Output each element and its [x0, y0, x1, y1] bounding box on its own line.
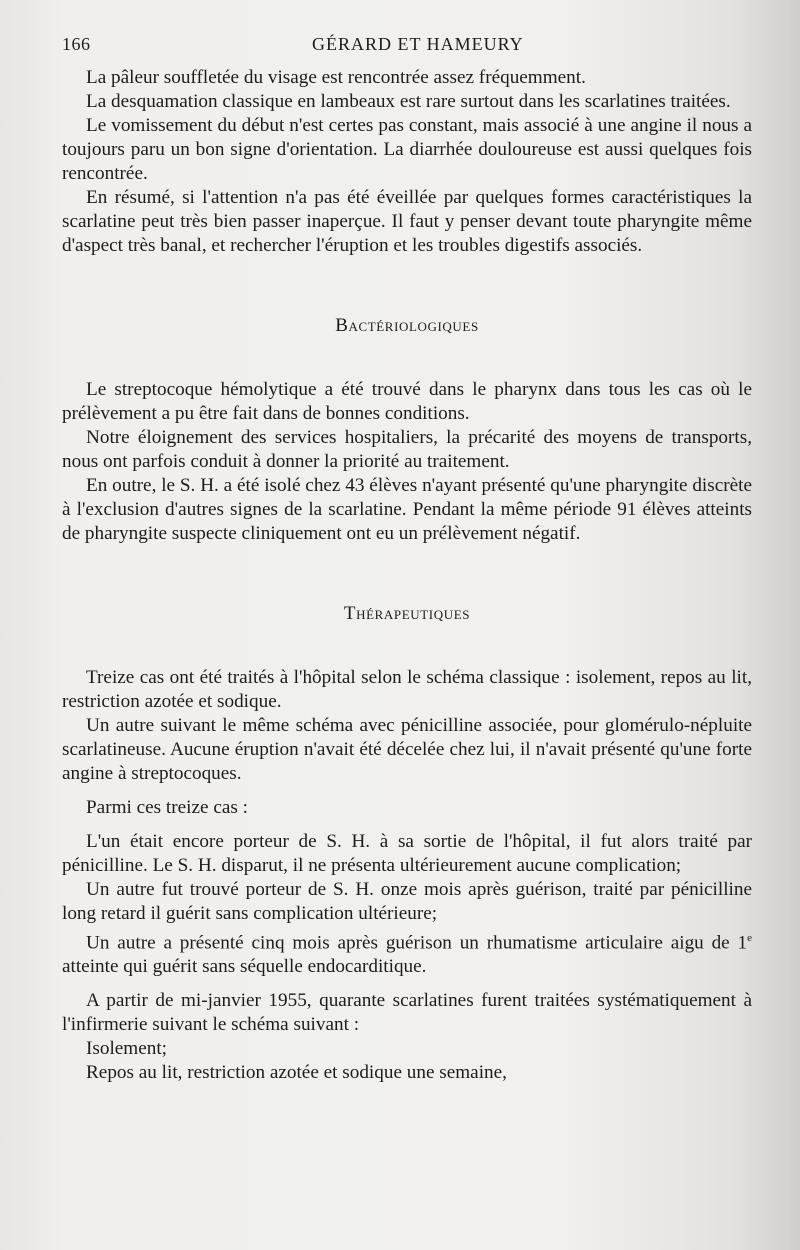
paragraph: A partir de mi-janvier 1955, quarante scarlatines furent traitées systématiquement à l'infirmerie suivant le schéma suivant : — [62, 990, 752, 1036]
paragraph-text: atteinte qui guérit sans séquelle endocarditique. — [62, 956, 427, 978]
superscript: e — [747, 932, 752, 944]
page-number: 166 — [62, 34, 91, 54]
page-body — [62, 66, 752, 1085]
paragraph: Treize cas ont été traités à l'hôpital selon le schéma classique : isolement, repos au lit, restriction azotée et sodique. — [62, 667, 752, 712]
running-head: GÉRARD ET HAMEURY — [312, 34, 524, 54]
paragraph: Le vomissement du début n'est certes pas constant, mais associé à une angine il nous a toujours paru un bon signe d'orientation. La diarrhée douloureuse est aussi quelques fois rencontrée. — [62, 115, 752, 184]
paragraph: En outre, le S. H. a été isolé chez 43 élèves n'ayant présenté qu'une pharyngite discrète à l'exclusion d'autres signes de la scarlatine. Pendant la même période 91 élèves atteints de pharyngite suspecte cliniquement ont eu un prélèvement négatif. — [62, 475, 752, 544]
paragraph: Repos au lit, restriction azotée et sodique une semaine, — [86, 1062, 507, 1084]
section-heading-bacteriologiques: Bactériologiques — [335, 315, 479, 336]
section-heading-therapeutiques: Thérapeutiques — [343, 603, 471, 624]
paragraph: La pâleur souffletée du visage est rencontrée assez fréquemment. — [86, 67, 586, 88]
paragraph: Le streptocoque hémolytique a été trouvé dans le pharynx dans tous les cas où le prélèvement a pu être fait dans de bonnes conditions. — [62, 379, 752, 424]
paragraph: Notre éloignement des services hospitaliers, la précarité des moyens de transports, nous ont parfois conduit à donner la priorité au traitement. — [62, 427, 752, 472]
page-header — [62, 34, 752, 58]
paragraph: La desquamation classique en lambeaux est rare surtout dans les scarlatines traitées. — [86, 91, 731, 112]
paragraph-lead: Parmi ces treize cas : — [86, 797, 248, 818]
paragraph: En résumé, si l'attention n'a pas été éveillée par quelques formes caractéristiques la scarlatine peut très bien passer inaperçue. Il faut y penser devant toute pharyngite même d'aspect très banal, et rechercher l'éruption et les troubles digestifs associés. — [62, 187, 752, 256]
paragraph — [62, 926, 752, 979]
paragraph: Un autre fut trouvé porteur de S. H. onze mois après guérison, traité par pénicilline long retard il guérit sans complication ultérieure; — [62, 879, 752, 924]
paragraph: Un autre suivant le même schéma avec pénicilline associée, pour glomérulo-népluite scarlatineuse. Aucune éruption n'avait été décelée chez lui, il n'avait présenté qu'une forte angine à streptocoques. — [62, 715, 752, 784]
paragraph: L'un était encore porteur de S. H. à sa sortie de l'hôpital, il fut alors traité par pénicilline. Le S. H. disparut, il ne présenta ultérieurement aucune complication; — [62, 831, 752, 876]
paragraph: Isolement; — [86, 1038, 167, 1060]
paragraph-text: Un autre a présenté cinq mois après guérison un rhumatisme articulaire aigu de 1 — [86, 932, 748, 954]
